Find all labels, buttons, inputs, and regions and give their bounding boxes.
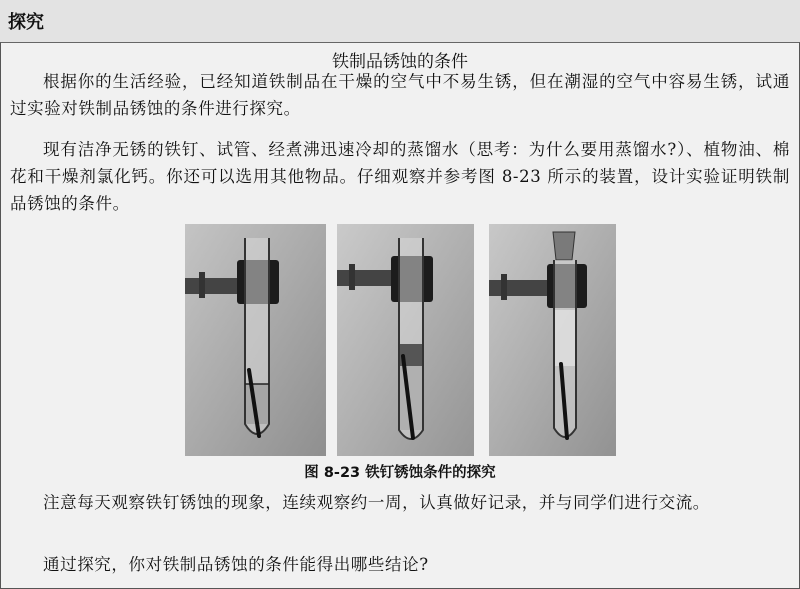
photo-nail-water-air	[185, 224, 326, 456]
paragraph-materials: 现有洁净无锈的铁钉、试管、经煮沸迅速冷却的蒸馏水（思考：为什么要用蒸馏水?）、植物油、棉花和干燥剂氯化钙。你还可以选用其他物品。仔细观察并参考图 8-23 所示的装置，设计实验证明铁制品锈蚀的条件。	[10, 140, 790, 213]
paragraph-conclusion: 通过探究，你对铁制品锈蚀的条件能得出哪些结论?	[43, 555, 429, 574]
figure-photos	[0, 224, 800, 459]
section-label: 探究	[8, 12, 44, 33]
experiment-title: 铁制品锈蚀的条件	[332, 52, 468, 72]
photo-nail-dry-air	[489, 224, 616, 456]
photo-nail-water-oil	[337, 224, 474, 456]
paragraph-observe: 注意每天观察铁钉锈蚀的现象，连续观察约一周，认真做好记录，并与同学们进行交流。	[43, 493, 710, 512]
header-band	[0, 0, 800, 42]
figure-caption: 图 8-23 铁钉锈蚀条件的探究	[304, 465, 496, 481]
paragraph-intro: 根据你的生活经验，已经知道铁制品在干燥的空气中不易生锈，但在潮湿的空气中容易生锈，试通过实验对铁制品锈蚀的条件进行探究。	[10, 72, 790, 118]
